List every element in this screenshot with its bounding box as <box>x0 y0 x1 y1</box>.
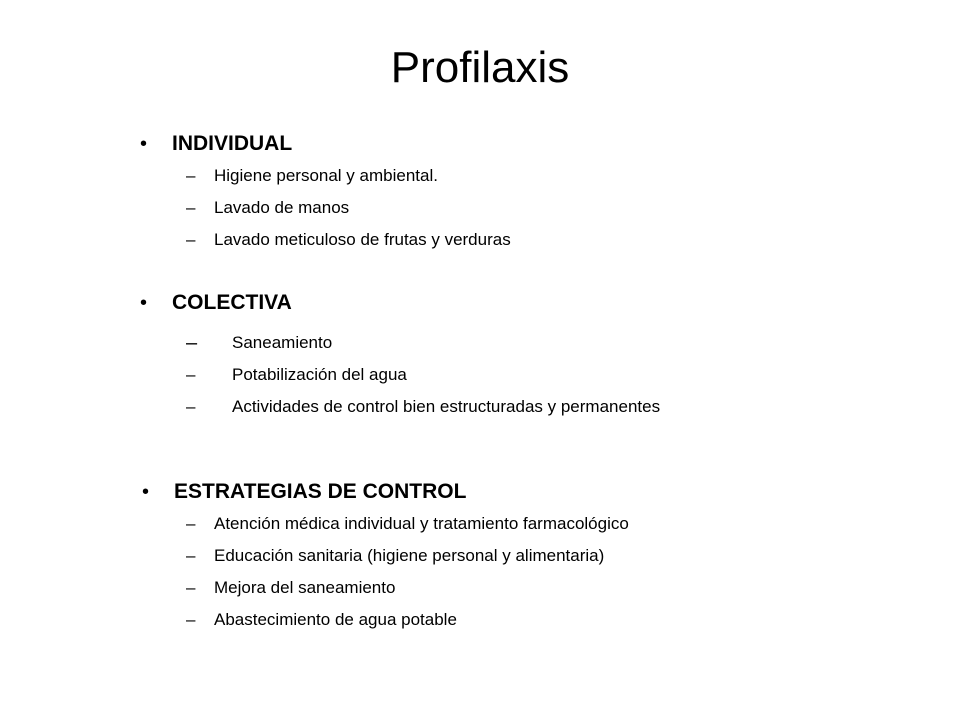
list-item <box>140 224 840 256</box>
list-item <box>142 572 842 604</box>
section-heading: COLECTIVA <box>172 291 292 314</box>
dash-marker: – <box>186 514 196 533</box>
dash-marker: – <box>186 230 196 249</box>
list-item <box>140 359 860 391</box>
list-item <box>140 192 840 224</box>
list-item <box>140 160 840 192</box>
dash-marker: – <box>186 578 196 597</box>
dash-marker: – <box>186 332 198 354</box>
list-item-text: Lavado de manos <box>214 198 350 217</box>
dash-marker: – <box>186 365 196 384</box>
dash-marker: – <box>186 610 196 629</box>
section-heading-row <box>142 476 842 508</box>
bullet-marker: • <box>140 292 148 314</box>
list-item <box>140 327 860 359</box>
section-heading-row <box>140 287 860 319</box>
list-item-text: Actividades de control bien estructuradas y permanentes <box>232 397 661 416</box>
bullet-marker: • <box>140 133 148 155</box>
dash-marker: – <box>186 546 196 565</box>
list-item-text: Lavado meticuloso de frutas y verduras <box>214 230 511 249</box>
list-item <box>142 540 842 572</box>
dash-marker: – <box>186 166 196 185</box>
dash-marker: – <box>186 198 196 217</box>
list-item-text: Educación sanitaria (higiene personal y alimentaria) <box>214 546 605 565</box>
list-item-text: Mejora del saneamiento <box>214 578 396 597</box>
list-item-text: Abastecimiento de agua potable <box>214 610 457 629</box>
slide-title: Profilaxis <box>390 43 570 92</box>
list-item <box>142 508 842 540</box>
section-heading: INDIVIDUAL <box>172 132 293 155</box>
section-heading: ESTRATEGIAS DE CONTROL <box>174 480 467 503</box>
section-estrategias <box>142 476 842 636</box>
list-item-text: Potabilización del agua <box>232 365 407 384</box>
list-item-text: Saneamiento <box>232 333 333 352</box>
dash-marker: – <box>186 397 196 416</box>
bullet-marker: • <box>142 481 150 503</box>
list-item-text: Atención médica individual y tratamiento farmacológico <box>214 514 629 533</box>
section-individual <box>140 128 840 256</box>
list-item <box>142 604 842 636</box>
list-item <box>140 391 860 423</box>
list-item-text: Higiene personal y ambiental. <box>214 166 438 185</box>
section-colectiva <box>140 287 860 423</box>
section-heading-row <box>140 128 840 160</box>
